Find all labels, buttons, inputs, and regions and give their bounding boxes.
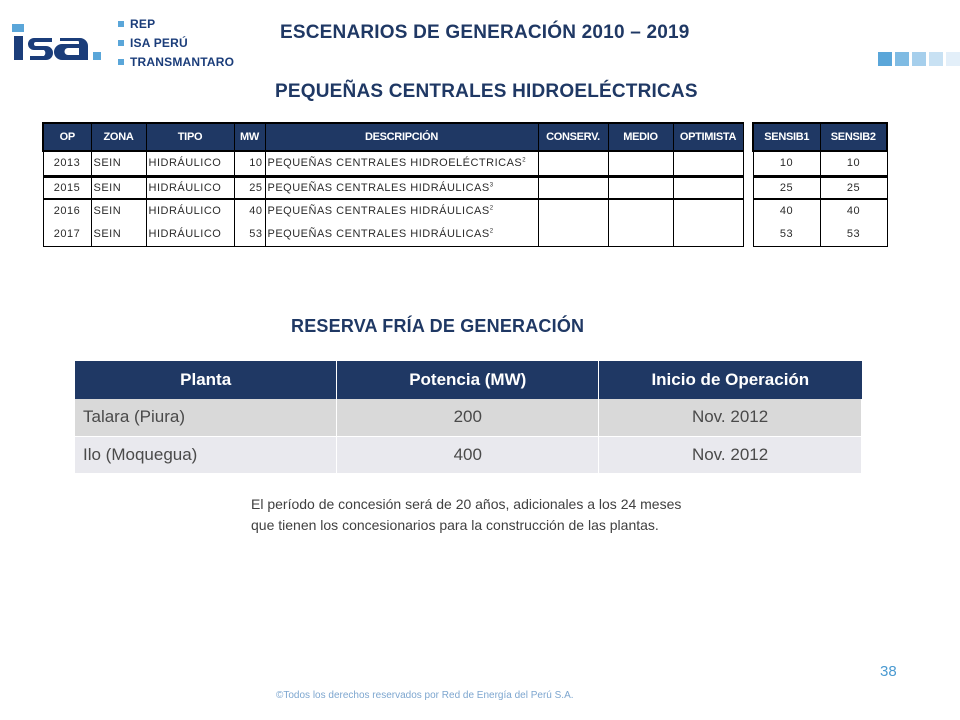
company-list [118, 14, 234, 71]
square-icon [895, 52, 909, 66]
table-row: 2017 SEIN HIDRÁULICO 53 PEQUEÑAS CENTRALES HIDRÁULICAS$^2$ 53 53 [43, 222, 887, 246]
company-item: ISA PERÚ [118, 33, 234, 52]
page-number: 38 [880, 663, 897, 680]
column-header: OPTIMISTA [673, 123, 743, 151]
section-title: PEQUEÑAS CENTRALES HIDROELÉCTRICAS [275, 81, 698, 102]
company-item: TRANSMANTARO [118, 52, 234, 71]
concession-note: El período de concesión será de 20 años, adicionales a los 24 meses que tienen los concesionarios para la construcción de las plantas. [251, 496, 682, 533]
square-icon [929, 52, 943, 66]
table-row: 2015 SEIN HIDRÁULICO 25 PEQUEÑAS CENTRALES HIDRÁULICAS$^3$ 25 25 [43, 176, 887, 199]
column-header: ZONA [91, 123, 146, 151]
column-header: TIPO [146, 123, 234, 151]
column-header: OP [43, 123, 91, 151]
column-header: SENSIB1 [753, 123, 820, 151]
column-gap [743, 123, 753, 151]
decorative-squares [878, 52, 960, 66]
company-item: REP [118, 14, 234, 33]
column-header: Inicio de Operación [599, 361, 862, 399]
isa-logo-icon [10, 16, 110, 72]
reserve-section-title: RESERVA FRÍA DE GENERACIÓN [291, 316, 585, 336]
column-header: MW [234, 123, 265, 151]
page-title: ESCENARIOS DE GENERACIÓN 2010 – 2019 [280, 22, 690, 43]
table-row: 2016 SEIN HIDRÁULICO 40 PEQUEÑAS CENTRALES HIDRÁULICAS$^2$ 40 40 [43, 199, 887, 222]
table-row: 2013 SEIN HIDRÁULICO 10 PEQUEÑAS CENTRALES HIDROELÉCTRICAS$^2$ 10 10 [43, 151, 887, 176]
column-header: SENSIB2 [820, 123, 887, 151]
table-row: Talara (Piura) 200 Nov. 2012 [75, 399, 862, 436]
column-header: Potencia (MW) [337, 361, 599, 399]
table-header-row [43, 123, 887, 151]
scenarios-table [42, 122, 888, 247]
square-icon [912, 52, 926, 66]
column-header: CONSERV. [538, 123, 608, 151]
bullet-square-icon [118, 21, 124, 27]
table-header-row [75, 361, 862, 399]
table-row: Ilo (Moquegua) 400 Nov. 2012 [75, 436, 862, 473]
square-icon [878, 52, 892, 66]
square-icon [946, 52, 960, 66]
company-logo [10, 14, 250, 74]
reserve-table [75, 361, 862, 474]
footer-copyright: ©Todos los derechos reservados por Red de Energía del Perú S.A. [276, 690, 574, 701]
column-header: DESCRIPCIÓN [265, 123, 538, 151]
column-header: Planta [75, 361, 337, 399]
bullet-square-icon [118, 40, 124, 46]
column-header: MEDIO [608, 123, 673, 151]
bullet-square-icon [118, 59, 124, 65]
